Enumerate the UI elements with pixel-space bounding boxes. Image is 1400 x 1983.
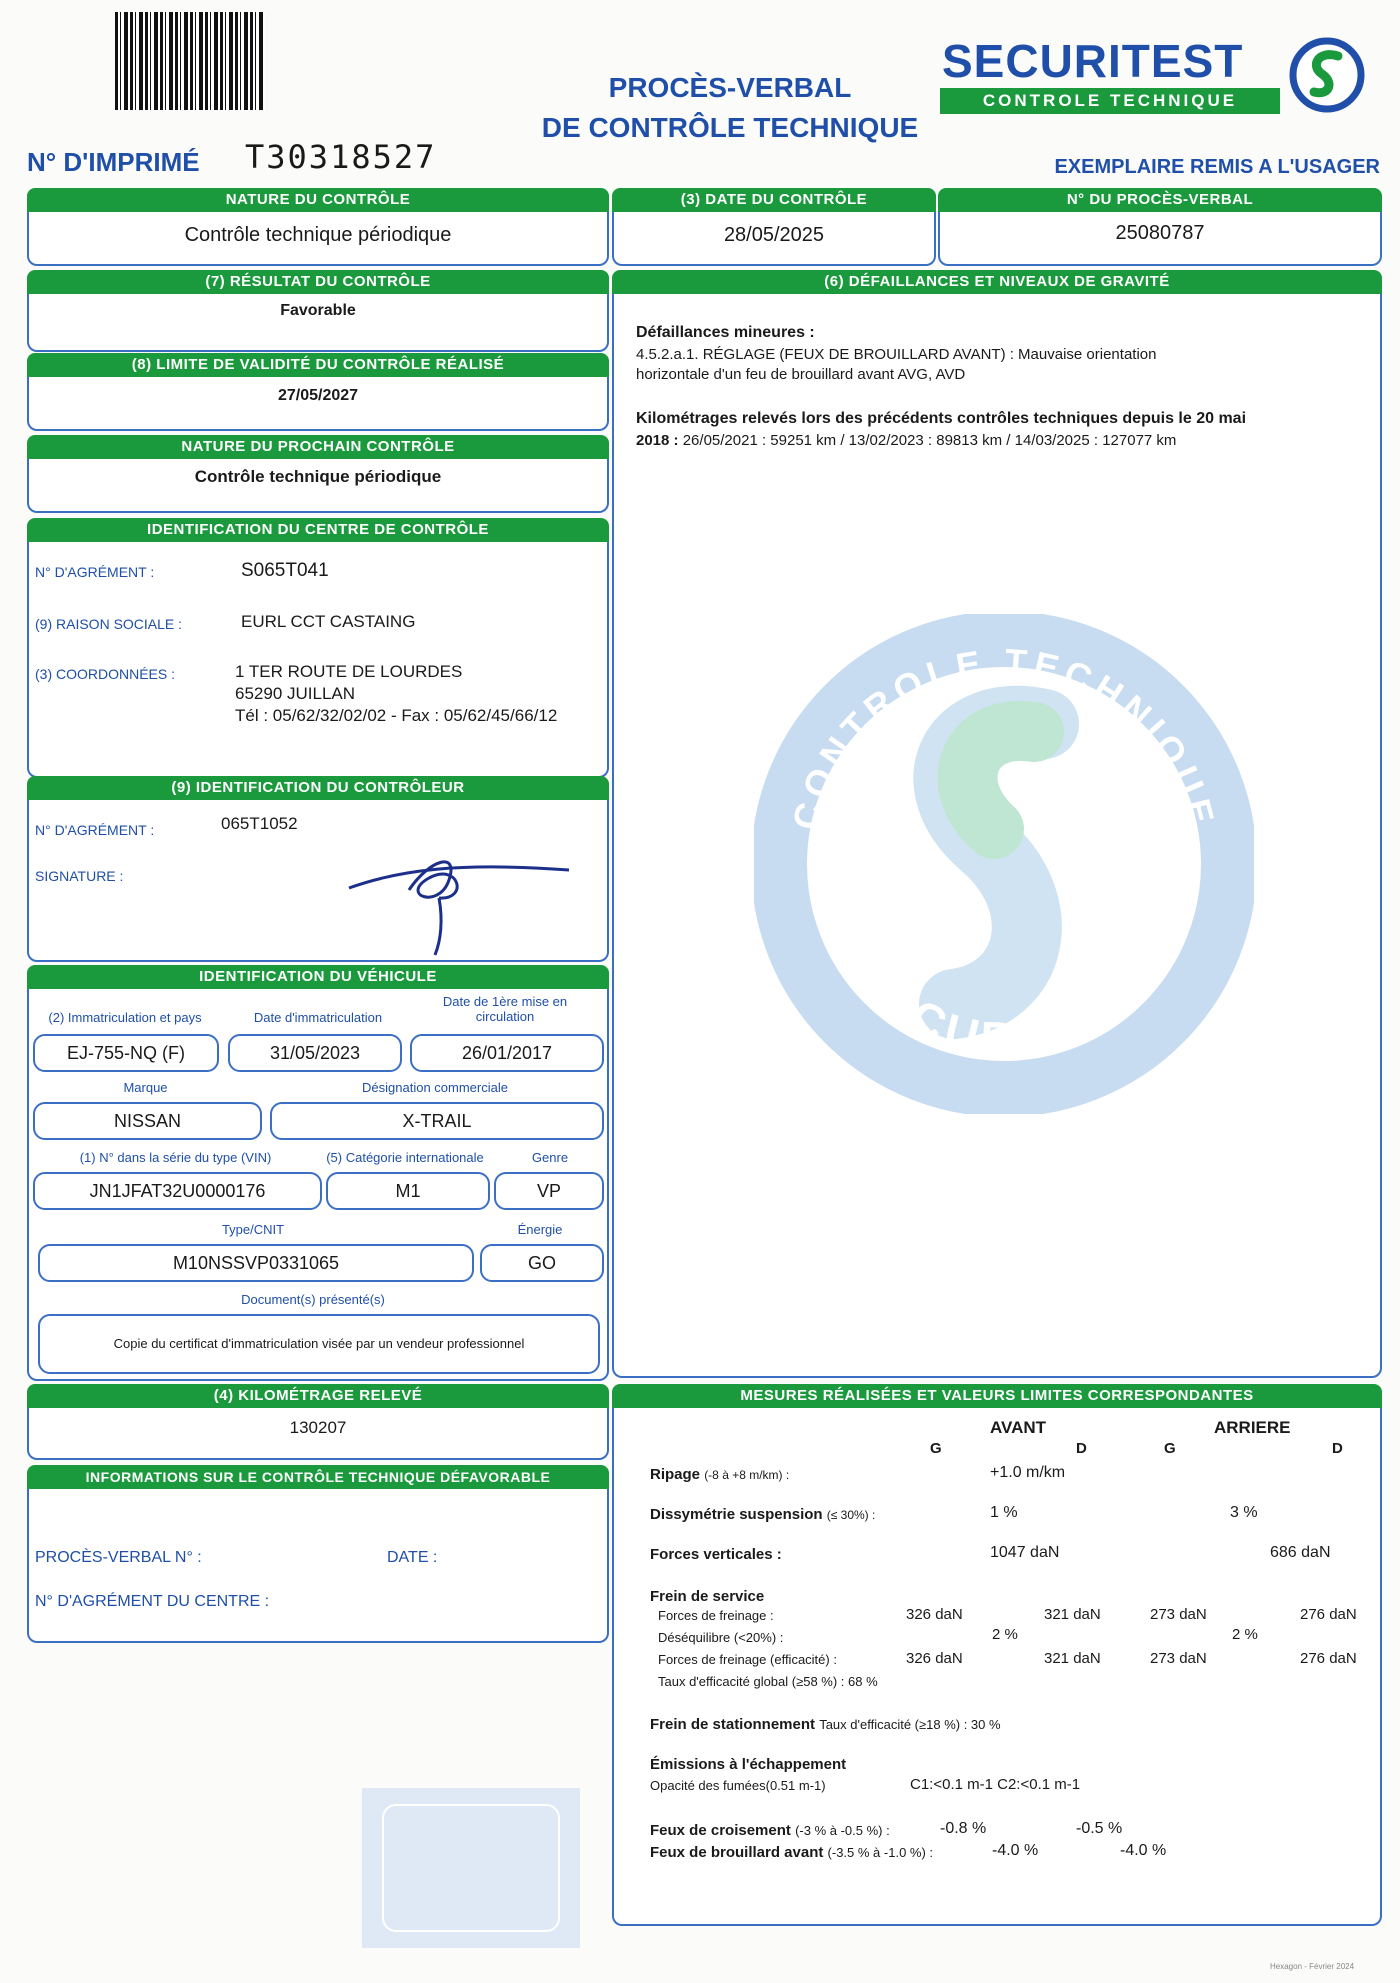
vehicule-header: IDENTIFICATION DU VÉHICULE (27, 965, 609, 989)
croisement-row (650, 1822, 890, 1839)
ffe-value-avd: 321 daN (1044, 1650, 1101, 1667)
immat-label: (2) Immatriculation et pays (48, 1010, 202, 1025)
deseq-ar: 2 % (1232, 1626, 1258, 1643)
defav-date-label: DATE : (387, 1549, 438, 1566)
defav-pv-label: PROCÈS-VERBAL N° : (35, 1549, 202, 1566)
centre-agrement-label: N° D'AGRÉMENT : (35, 564, 155, 580)
ripage-value: +1.0 m/km (990, 1464, 1066, 1481)
num-pv-header: N° DU PROCÈS-VERBAL (938, 188, 1382, 212)
stationnement-label: Frein de stationnement (650, 1716, 816, 1733)
marque-label: Marque (123, 1080, 168, 1095)
emissions-label: Émissions à l'échappement (650, 1756, 847, 1773)
date-controle-box (612, 212, 936, 266)
ff-value-ard: 276 daN (1300, 1606, 1357, 1623)
km-history-values: 26/05/2021 : 59251 km / 13/02/2023 : 89813 km / 14/03/2025 : 127077 km (678, 432, 1177, 449)
coord-line3: Tél : 05/62/32/02/02 - Fax : 05/62/45/66/12 (235, 706, 558, 725)
ff-value-arg: 273 daN (1150, 1606, 1207, 1623)
type-field: M10NSSVP0331065 (38, 1244, 474, 1282)
resultat-box (27, 294, 609, 352)
marque-field: NISSAN (33, 1102, 262, 1140)
mesures-box (612, 1408, 1382, 1926)
barcode (115, 12, 265, 110)
resultat-header: (7) RÉSULTAT DU CONTRÔLE (27, 270, 609, 294)
arriere-heading: ARRIERE (1214, 1418, 1291, 1437)
km-value: 130207 (289, 1418, 347, 1437)
vin-label: (1) N° dans la série du type (VIN) (79, 1150, 272, 1165)
croisement-label: Feux de croisement (650, 1822, 791, 1839)
avant-heading: AVANT (990, 1418, 1047, 1437)
mineure-line1: 4.5.2.a.1. RÉGLAGE (FEUX DE BROUILLARD AVANT) : Mauvaise orientation (636, 346, 1157, 363)
brand-name: SECURITEST (942, 35, 1244, 87)
genre-field: VP (494, 1172, 604, 1210)
ripage-label: Ripage (650, 1466, 701, 1483)
raison-value: EURL CCT CASTAING (241, 612, 416, 631)
date-immat-field: 31/05/2023 (228, 1034, 402, 1072)
limite-header: (8) LIMITE DE VALIDITÉ DU CONTRÔLE RÉALISÉ (27, 353, 609, 377)
limite-value: 27/05/2027 (277, 387, 359, 404)
frein-label: Frein de service (650, 1588, 765, 1605)
title-line1: PROCÈS-VERBAL (608, 72, 852, 103)
limite-box (27, 377, 609, 431)
brand-sub: CONTROLE TECHNIQUE (940, 88, 1280, 114)
coord-line1: 1 TER ROUTE DE LOURDES (235, 662, 463, 681)
controleur-header: (9) IDENTIFICATION DU CONTRÔLEUR (27, 776, 609, 800)
resultat-value: Favorable (280, 302, 356, 319)
forces-label: Forces verticales : (650, 1546, 782, 1563)
prochain-box (27, 459, 609, 513)
ripage-limit: (-8 à +8 m/km) : (704, 1468, 790, 1482)
designation-label: Désignation commerciale (362, 1080, 508, 1095)
nature-box (27, 212, 609, 266)
arriere-g: G (1164, 1440, 1176, 1457)
stamp-area (362, 1788, 580, 1948)
num-pv-value: 25080787 (1115, 222, 1205, 244)
imprime-label: N° D'IMPRIMÉ (27, 147, 200, 177)
centre-header: IDENTIFICATION DU CENTRE DE CONTRÔLE (27, 518, 609, 542)
categorie-label: (5) Catégorie internationale (326, 1150, 484, 1165)
mesures-header: MESURES RÉALISÉES ET VALEURS LIMITES CORRESPONDANTES (612, 1384, 1382, 1408)
defavorable-header: INFORMATIONS SUR LE CONTRÔLE TECHNIQUE DÉFAVORABLE (27, 1465, 609, 1489)
documents-label: Document(s) présenté(s) (241, 1292, 385, 1307)
defav-agrement-label: N° D'AGRÉMENT DU CENTRE : (35, 1593, 270, 1610)
defavorable-box (27, 1489, 609, 1643)
deseq-label: Déséquilibre (<20%) : (658, 1630, 784, 1645)
croisement-d: -0.5 % (1076, 1820, 1123, 1837)
forces-av: 1047 daN (990, 1544, 1060, 1561)
date-immat-label: Date d'immatriculation (253, 1010, 383, 1025)
brouillard-g: -4.0 % (992, 1842, 1039, 1859)
nature-value: Contrôle technique périodique (184, 224, 452, 246)
watermark-top-text: CONTROLE TECHNIQUE (784, 640, 1224, 834)
ff-label: Forces de freinage : (658, 1608, 774, 1623)
opacite-values: C1:<0.1 m-1 C2:<0.1 m-1 (910, 1776, 1081, 1793)
dissym-label: Dissymétrie suspension (650, 1506, 823, 1523)
securitest-s-icon (1288, 36, 1366, 114)
ffe-label: Forces de freinage (efficacité) : (658, 1652, 837, 1667)
watermark-bottom-text: SECURITEST (846, 948, 1162, 1065)
genre-label: Genre (531, 1150, 569, 1165)
dissym-ar: 3 % (1230, 1504, 1258, 1521)
ff-value-avg: 326 daN (906, 1606, 963, 1623)
coord-line2: 65290 JUILLAN (235, 684, 356, 703)
ffe-value-arg: 273 daN (1150, 1650, 1207, 1667)
copy-note: EXEMPLAIRE REMIS A L'USAGER (1054, 156, 1380, 178)
immat-field: EJ-755-NQ (F) (33, 1034, 219, 1072)
croisement-limit: (-3 % à -0.5 %) : (795, 1823, 890, 1838)
km-history-line2 (636, 432, 1176, 449)
date-controle-value: 28/05/2025 (723, 224, 825, 246)
opacite-label: Opacité des fumées(0.51 m-1) (650, 1778, 826, 1793)
deseq-av: 2 % (992, 1626, 1018, 1643)
footer-note: Hexagon - Février 2024 (1270, 1962, 1355, 1971)
centre-agrement-value: S065T041 (241, 560, 329, 581)
raison-label: (9) RAISON SOCIALE : (35, 616, 183, 632)
stationnement-row (650, 1716, 1001, 1733)
brouillard-label: Feux de brouillard avant (650, 1844, 824, 1861)
dissym-row (650, 1506, 875, 1523)
defaillances-header: (6) DÉFAILLANCES ET NIVEAUX DE GRAVITÉ (612, 270, 1382, 294)
forces-ar: 686 daN (1270, 1544, 1331, 1561)
prochain-value: Contrôle technique périodique (194, 467, 442, 486)
centre-box (27, 542, 609, 778)
brouillard-limit: (-3.5 % à -1.0 %) : (827, 1845, 934, 1860)
km-header: (4) KILOMÉTRAGE RELEVÉ (27, 1384, 609, 1408)
categorie-field: M1 (326, 1172, 490, 1210)
num-pv-box (938, 212, 1382, 266)
km-box (27, 1408, 609, 1460)
title-line2: DE CONTRÔLE TECHNIQUE (541, 112, 919, 143)
taux-global: Taux d'efficacité global (≥58 %) : 68 % (658, 1674, 878, 1689)
croisement-g: -0.8 % (940, 1820, 987, 1837)
energie-label: Énergie (517, 1222, 563, 1237)
brouillard-row (650, 1844, 933, 1861)
ff-value-avd: 321 daN (1044, 1606, 1101, 1623)
stationnement-text: Taux d'efficacité (≥18 %) : 30 % (819, 1717, 1001, 1732)
ffe-value-ard: 276 daN (1300, 1650, 1357, 1667)
energie-field: GO (480, 1244, 604, 1282)
coord-label: (3) COORDONNÉES : (35, 666, 176, 682)
defaillances-box (612, 294, 1382, 1378)
ripage-row (650, 1466, 789, 1483)
controleur-agrement-value: 065T1052 (221, 814, 298, 833)
avant-d: D (1076, 1440, 1087, 1457)
prochain-header: NATURE DU PROCHAIN CONTRÔLE (27, 435, 609, 459)
brouillard-d: -4.0 % (1120, 1842, 1167, 1859)
km-history-year: 2018 : (636, 432, 679, 449)
nature-header: NATURE DU CONTRÔLE (27, 188, 609, 212)
date-circ-label: Date de 1ère mise en circulation (442, 994, 568, 1024)
signature-image (339, 840, 599, 958)
date-circ-field: 26/01/2017 (410, 1034, 604, 1072)
date-controle-header: (3) DATE DU CONTRÔLE (612, 188, 936, 212)
signature-label: SIGNATURE : (35, 868, 124, 884)
ffe-value-avg: 326 daN (906, 1650, 963, 1667)
vin-field: JN1JFAT32U0000176 (33, 1172, 322, 1210)
documents-field: Copie du certificat d'immatriculation visée par un vendeur professionnel (38, 1314, 600, 1374)
mineure-line2: horizontale d'un feu de brouillard avant AVG, AVD (636, 366, 966, 383)
km-history-line1: Kilométrages relevés lors des précédents contrôles techniques depuis le 20 mai (636, 410, 1247, 427)
type-label: Type/CNIT (221, 1222, 285, 1237)
mineures-title: Défaillances mineures : (636, 324, 815, 341)
arriere-d: D (1332, 1440, 1343, 1457)
designation-field: X-TRAIL (270, 1102, 604, 1140)
imprime-value: T30318527 (245, 138, 437, 176)
securitest-logo (938, 34, 1378, 116)
controleur-agrement-label: N° D'AGRÉMENT : (35, 822, 155, 838)
avant-g: G (930, 1440, 942, 1457)
controleur-box (27, 800, 609, 962)
dissym-av: 1 % (990, 1504, 1018, 1521)
dissym-limit: (≤ 30%) : (826, 1508, 876, 1522)
securitest-watermark (754, 614, 1254, 1114)
